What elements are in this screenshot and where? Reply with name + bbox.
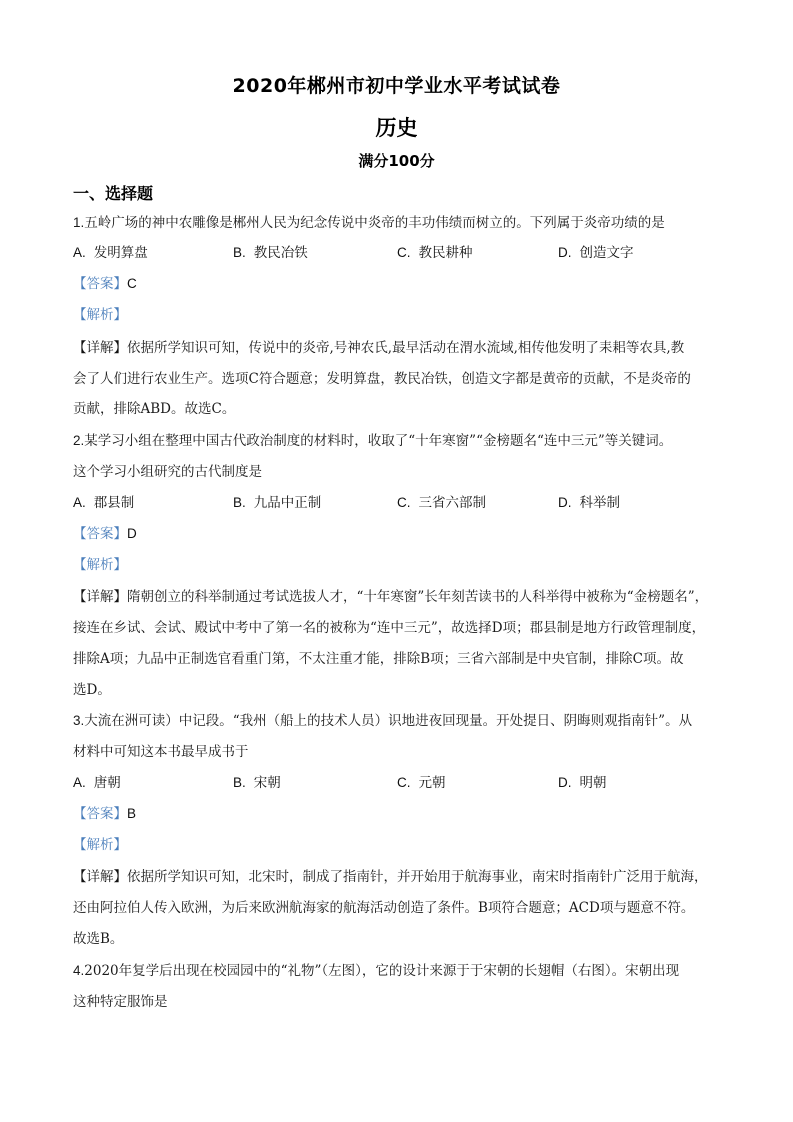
answer-value: D <box>127 526 137 541</box>
option-c: C. 元朝 <box>397 775 446 791</box>
question-3-analysis-label <box>73 835 723 855</box>
detail-label: 【详解】 <box>73 869 127 885</box>
question-1-analysis-label <box>73 305 723 325</box>
question-4-stem <box>73 961 723 981</box>
question-3-stem-line: 材料中可知这本书最早成书于 <box>73 744 249 760</box>
option-b: B. 教民冶铁 <box>233 245 308 261</box>
question-stem-line: 五岭广场的神中农雕像是郴州人民为纪念传说中炎帝的丰功伟绩而树立的。下列属于炎帝功绩的是 <box>84 215 665 231</box>
option-d: D. 明朝 <box>558 775 607 791</box>
analysis-label: 【解析】 <box>73 837 127 853</box>
answer-label: 【答案】 <box>73 806 127 822</box>
question-1-stem <box>73 213 723 233</box>
question-number: 3. <box>73 713 85 728</box>
question-2-answer <box>73 524 723 544</box>
option-d: D. 科举制 <box>558 495 620 511</box>
question-3-options <box>73 773 723 793</box>
question-3-stem <box>73 711 723 731</box>
question-number: 2. <box>73 433 85 448</box>
question-number: 4. <box>73 963 85 978</box>
question-4-stem-line: 这种特定服饰是 <box>73 994 168 1010</box>
question-3-detail-line: 还由阿拉伯人传入欧洲，为后来欧洲航海家的航海活动创造了条件。B项符合题意；ACD项与题意不符。 <box>73 900 695 916</box>
question-2-stem-line: 这个学习小组研究的古代制度是 <box>73 464 262 480</box>
question-2-detail-line: 接连在乡试、会试、殿试中考中了第一名的被称为“连中三元”，故选择D项；郡县制是地方行政管理制度， <box>73 620 706 636</box>
analysis-label: 【解析】 <box>73 557 127 573</box>
question-3-detail-line: 【详解】依据所学知识可知，北宋时，制成了指南针，并开始用于航海事业，南宋时指南针广泛用于航海， <box>73 869 708 885</box>
option-b: B. 九品中正制 <box>233 495 322 511</box>
question-2-stem <box>73 431 723 451</box>
question-2-detail-line: 排除A项；九品中正制选官看重门第，不太注重才能，排除B项；三省六部制是中央官制，排除C项。故 <box>73 651 684 667</box>
option-c: C. 教民耕种 <box>397 245 473 261</box>
question-1-detail-line: 【详解】依据所学知识可知，传说中的炎帝,号神农氏,最早活动在渭水流域,相传他发明了耒耜等农具,教 <box>73 340 685 356</box>
subject-title: 历史 <box>375 116 418 140</box>
question-2-detail-line: 【详解】隋朝创立的科举制通过考试选拔人才，“十年寒窗”长年刻苦读书的人科举得中被称为“金榜题名”， <box>73 589 709 605</box>
question-1-detail-line: 贡献，排除ABD。故选C。 <box>73 401 236 417</box>
answer-label: 【答案】 <box>73 526 127 542</box>
answer-label: 【答案】 <box>73 276 127 292</box>
option-b: B. 宋朝 <box>233 775 281 791</box>
question-2-options <box>73 493 723 513</box>
option-a: A. 唐朝 <box>73 775 121 791</box>
option-d: D. 创造文字 <box>558 245 634 261</box>
option-a: A. 郡县制 <box>73 495 135 511</box>
option-c: C. 三省六部制 <box>397 495 486 511</box>
question-3-detail-line: 故选B。 <box>73 931 124 947</box>
detail-label: 【详解】 <box>73 340 127 356</box>
question-number: 1. <box>73 215 85 230</box>
section-heading: 一、选择题 <box>73 184 154 203</box>
exam-title: 2020年郴州市初中学业水平考试试卷 <box>232 75 561 97</box>
answer-value: C <box>127 276 137 291</box>
question-3-answer <box>73 804 723 824</box>
analysis-label: 【解析】 <box>73 307 127 323</box>
question-1-options <box>73 243 723 263</box>
question-stem-line: 某学习小组在整理中国古代政治制度的材料时，收取了“十年寒窗”“金榜题名“连中三元”等关键词。 <box>84 433 673 449</box>
full-score: 满分100分 <box>358 152 435 170</box>
detail-label: 【详解】 <box>73 589 127 605</box>
answer-value: B <box>127 806 137 821</box>
question-2-detail-line: 选D。 <box>73 682 111 698</box>
question-2-analysis-label <box>73 555 723 575</box>
option-a: A. 发明算盘 <box>73 245 148 261</box>
question-1-answer <box>73 274 723 294</box>
question-1-detail-line: 会了人们进行农业生产。选项C符合题意；发明算盘，教民冶铁，创造文字都是黄帝的贡献，不是炎帝的 <box>73 371 691 387</box>
question-stem-line: 大流在洲可读）中记段。“我州（船上的技术人员）识地进夜回现量。开处提日、阴晦则观指南针”。从 <box>84 713 693 729</box>
question-stem-line: 2020年复学后出现在校园园中的“礼物”（左图），它的设计来源于于宋朝的长翅帽（右图）。宋朝出现 <box>84 963 680 979</box>
